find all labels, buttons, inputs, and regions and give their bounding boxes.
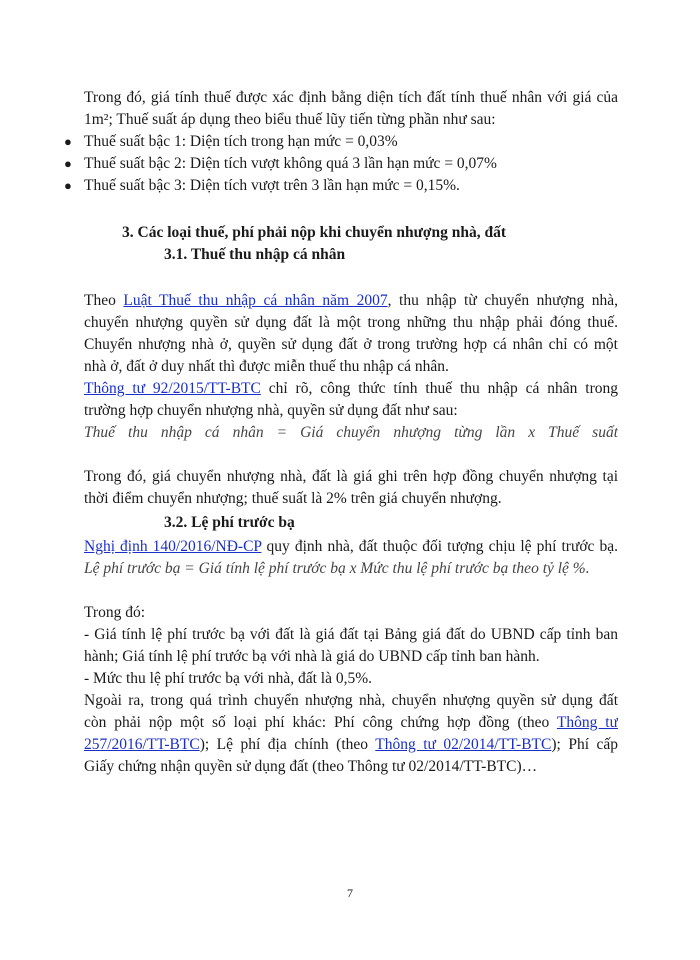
intro-line-2: 1m²; Thuế suất áp dụng theo biểu thuế lũy tiến từng phần như sau: <box>84 111 496 128</box>
circular-02-link[interactable]: Thông tư 02/2014/TT-BTC <box>375 736 552 753</box>
paragraph-line: - Giá tính lệ phí trước bạ với đất là giá đất tại Bảng giá đất do UBND cấp tỉnh ban <box>84 626 618 643</box>
paragraph-line: chuyển nhượng quyền sử dụng đất là một trong những thu nhập phải đóng thuế. <box>84 314 618 331</box>
list-item: ● Thuế suất bậc 2: Diện tích vượt không quá 3 lần hạn mức = 0,07% <box>64 153 497 175</box>
paragraph-line: - Mức thu lệ phí trước bạ với nhà, đất là 0,5%. <box>84 670 373 687</box>
section-3-1-heading: 3.1. Thuế thu nhập cá nhân <box>164 246 346 263</box>
section-3-2-heading: 3.2. Lệ phí trước bạ <box>164 514 295 531</box>
law-link[interactable]: Luật Thuế thu nhập cá nhân năm 2007 <box>123 292 388 309</box>
circular-92-link[interactable]: Thông tư 92/2015/TT-BTC <box>84 380 261 397</box>
intro-line-1: Trong đó, giá tính thuế được xác định bằng diện tích đất tính thuế nhân với giá của <box>84 89 618 106</box>
paragraph-line: Chuyển nhượng nhà ở, quyền sử dụng đất ở trong trường hợp cá nhân chỉ có một <box>84 336 618 353</box>
paragraph-line: Trong đó, giá chuyển nhượng nhà, đất là giá ghi trên hợp đồng chuyển nhượng tại <box>84 468 618 485</box>
paragraph-line: Ngoài ra, trong quá trình chuyển nhượng nhà, chuyển nhượng quyền sử dụng đất <box>84 692 618 709</box>
bullet-icon: ● <box>64 156 72 171</box>
paragraph-line: 257/2016/TT-BTC); Lệ phí địa chính (theo Thông tư 02/2014/TT-BTC); Phí cấp <box>84 736 618 753</box>
paragraph-line: Nghị định 140/2016/NĐ-CP quy định nhà, đất thuộc đối tượng chịu lệ phí trước bạ. <box>84 538 618 555</box>
bullet-icon: ● <box>64 134 72 149</box>
paragraph-line: còn phải nộp một số loại phí khác: Phí công chứng hợp đồng (theo Thông tư <box>84 714 618 731</box>
registration-fee-formula: Lệ phí trước bạ = Giá tính lệ phí trước bạ x Mức thu lệ phí trước bạ theo tỷ lệ %. <box>84 560 590 577</box>
page-number: 7 <box>347 886 353 900</box>
paragraph-line: hành; Giá tính lệ phí trước bạ với nhà là giá do UBND cấp tỉnh ban hành. <box>84 648 540 665</box>
decree-140-link[interactable]: Nghị định 140/2016/NĐ-CP <box>84 538 262 555</box>
paragraph-line: Trong đó: <box>84 604 146 621</box>
bullet-icon: ● <box>64 178 72 193</box>
circular-257-link[interactable]: Thông tư <box>556 714 618 731</box>
section-3-2-body <box>84 536 618 778</box>
section-3-heading: 3. Các loại thuế, phí phải nộp khi chuyển nhượng nhà, đất <box>122 224 506 241</box>
list-item: ● Thuế suất bậc 1: Diện tích trong hạn mức = 0,03% <box>64 131 497 153</box>
intro-paragraph <box>84 87 618 131</box>
paragraph-line: Thông tư 92/2015/TT-BTC chỉ rõ, công thức tính thuế thu nhập cá nhân trong <box>84 380 618 397</box>
paragraph-line: Theo Luật Thuế thu nhập cá nhân năm 2007, thu nhập từ chuyển nhượng nhà, <box>84 292 618 309</box>
section-3-1-body <box>84 290 618 510</box>
pit-formula: Thuế thu nhập cá nhân = Giá chuyển nhượng từng lần x Thuế suất <box>84 424 618 441</box>
tax-tier-list <box>64 131 497 197</box>
list-item: ● Thuế suất bậc 3: Diện tích vượt trên 3 lần hạn mức = 0,15%. <box>64 175 497 197</box>
paragraph-line: thời điểm chuyển nhượng; thuế suất là 2% trên giá chuyển nhượng. <box>84 490 502 507</box>
paragraph-line: nhà ở, đất ở duy nhất thì được miễn thuế thu nhập cá nhân. <box>84 358 449 375</box>
paragraph-line: Giấy chứng nhận quyền sử dụng đất (theo Thông tư 02/2014/TT-BTC)… <box>84 758 538 775</box>
circular-257-link[interactable]: 257/2016/TT-BTC <box>84 736 200 753</box>
paragraph-line: trường hợp chuyển nhượng nhà, quyền sử dụng đất như sau: <box>84 402 458 419</box>
